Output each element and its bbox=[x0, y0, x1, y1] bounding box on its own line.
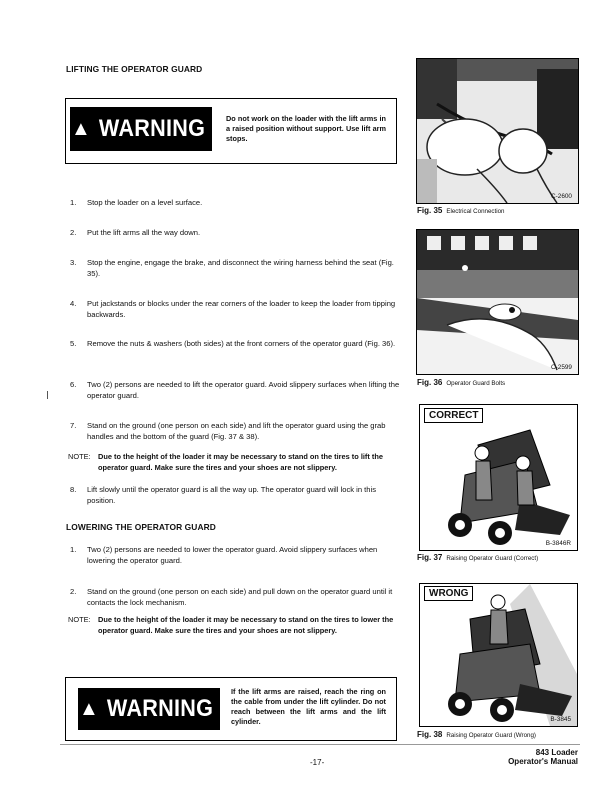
figure-38-caption: Fig. 38 Raising Operator Guard (Wrong) bbox=[417, 730, 536, 739]
warning-banner: ▲ WARNING bbox=[78, 688, 220, 730]
operator-guard-bolts-illustration bbox=[417, 230, 578, 374]
warning-box-top bbox=[65, 98, 397, 164]
footer-divider bbox=[60, 744, 580, 745]
figure-37-caption: Fig. 37 Raising Operator Guard (Correct) bbox=[417, 553, 539, 562]
warning-banner: ▲ WARNING bbox=[70, 107, 212, 151]
figure-38-illustration bbox=[419, 583, 578, 727]
footer-title: 843 Loader Operator's Manual bbox=[508, 748, 578, 766]
correct-stamp: CORRECT bbox=[424, 408, 483, 423]
warning-triangle-icon: ▲ bbox=[79, 697, 99, 720]
figure-36-caption: Fig. 36 Operator Guard Bolts bbox=[417, 378, 506, 387]
page-number: -17- bbox=[310, 758, 325, 767]
electrical-connection-illustration bbox=[417, 59, 578, 203]
figure-36-photo bbox=[416, 229, 579, 375]
wrong-stamp: WRONG bbox=[424, 586, 473, 601]
section-heading-lowering: LOWERING THE OPERATOR GUARD bbox=[66, 522, 216, 532]
warning-text: If the lift arms are raised, reach the ring on the cable from under the lift cylinder. Do not reach between the lift arms and the lift cylinder. bbox=[231, 687, 386, 726]
figure-35-caption: Fig. 35 Electrical Connection bbox=[417, 206, 505, 215]
warning-triangle-icon: ▲ bbox=[71, 117, 91, 140]
figure-code: C-2600 bbox=[551, 193, 572, 200]
figure-35-photo bbox=[416, 58, 579, 204]
loader-wrong-lift-illustration bbox=[420, 584, 577, 726]
section-heading-lifting: LIFTING THE OPERATOR GUARD bbox=[66, 64, 203, 74]
figure-code: B-3845 bbox=[550, 716, 571, 723]
figure-37-illustration bbox=[419, 404, 578, 551]
warning-box-bottom bbox=[65, 677, 397, 741]
loader-correct-lift-illustration bbox=[420, 405, 577, 550]
figure-code: B-3846R bbox=[545, 540, 571, 547]
figure-code: C-2599 bbox=[551, 364, 572, 371]
warning-text: Do not work on the loader with the lift arms in a raised position without support. Use lift arm stops. bbox=[226, 114, 386, 143]
margin-mark bbox=[47, 391, 48, 399]
